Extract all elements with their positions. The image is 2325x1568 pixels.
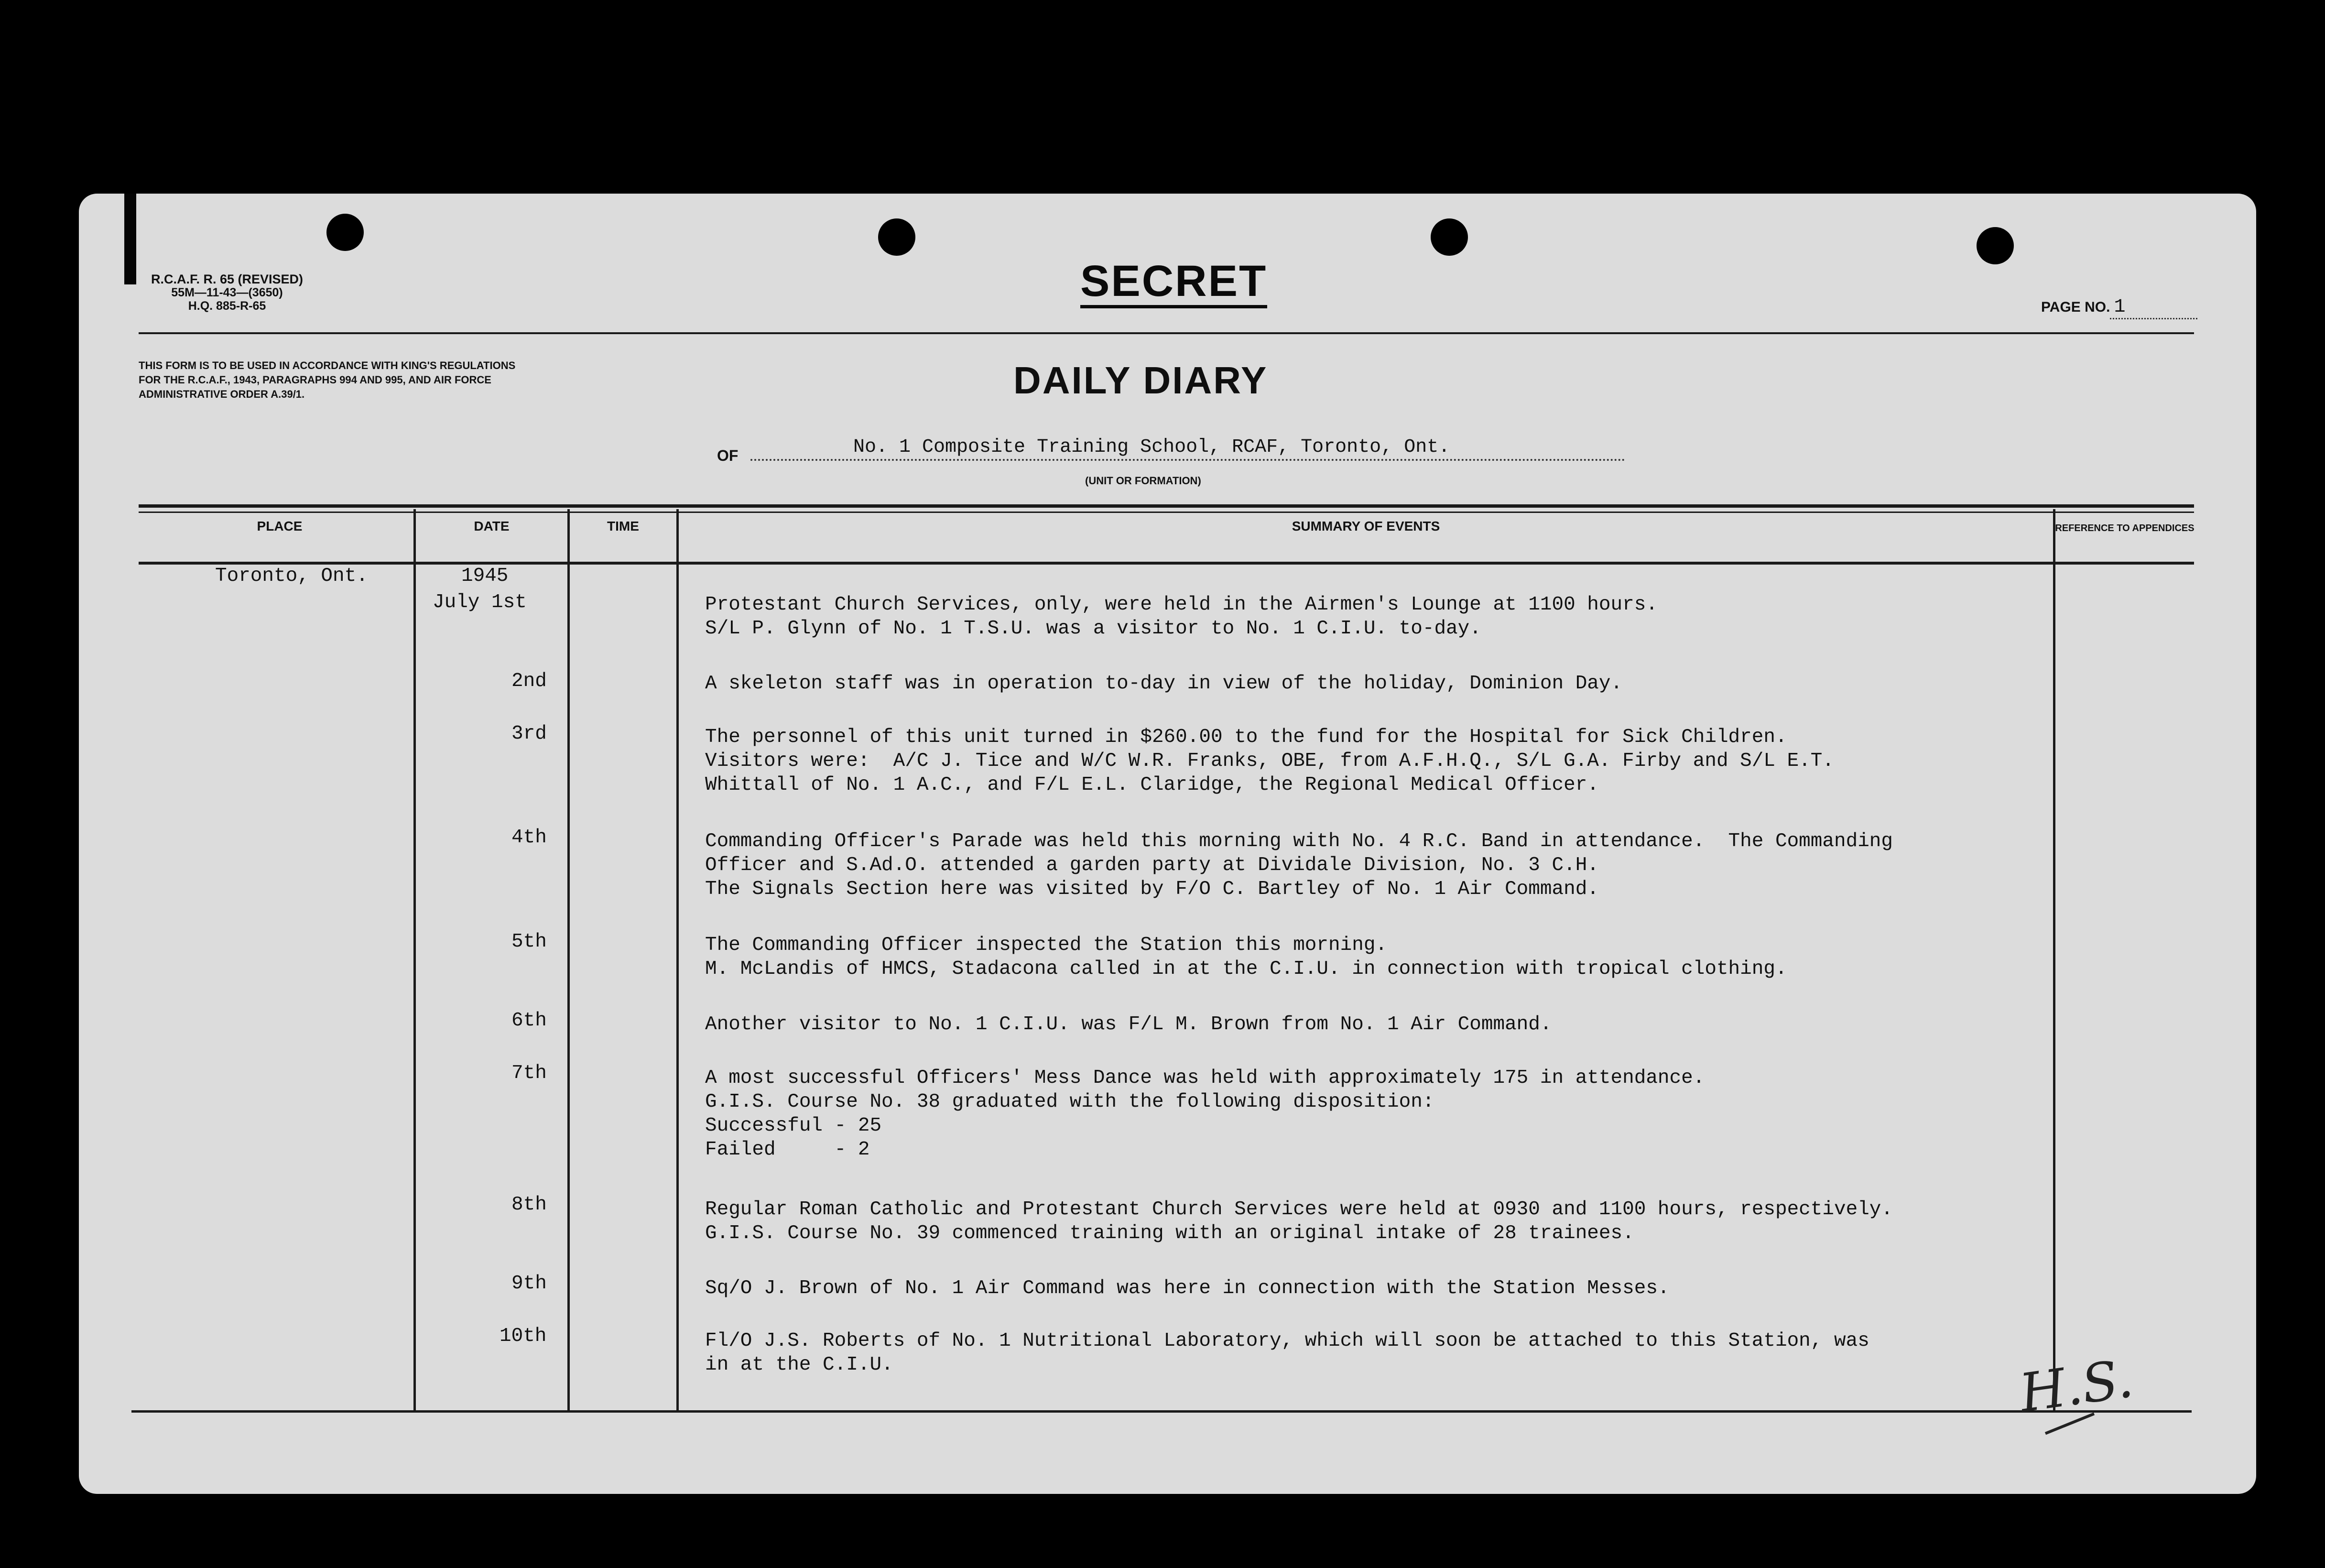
sheet-notch — [124, 194, 136, 284]
column-header-time: TIME — [607, 519, 639, 534]
place-value: Toronto, Ont. — [215, 565, 368, 587]
entry-line: Fl/O J.S. Roberts of No. 1 Nutritional Laboratory, which will soon be attached to this Station, was — [705, 1330, 1869, 1352]
entry-date: 8th — [511, 1194, 547, 1216]
entry-line: The Signals Section here was visited by F/O C. Bartley of No. 1 Air Command. — [705, 878, 1599, 900]
entry-line: S/L P. Glynn of No. 1 T.S.U. was a visitor to No. 1 C.I.U. to-day. — [705, 618, 1481, 640]
column-header-date: DATE — [474, 519, 510, 534]
entry-date: 2nd — [511, 670, 547, 692]
entry-line: Successful - 25 — [705, 1115, 882, 1137]
table-bottom-rule — [131, 1410, 2192, 1413]
form-number: R.C.A.F. R. 65 (REVISED) — [151, 272, 304, 286]
entry-line: M. McLandis of HMCS, Stadacona called in at the C.I.U. in connection with tropical clothing. — [705, 958, 1787, 980]
diary-sheet — [79, 194, 2256, 1494]
document-title: DAILY DIARY — [1013, 359, 1268, 402]
entry-line: The Commanding Officer inspected the Station this morning. — [705, 934, 1388, 956]
table-top-rule — [139, 504, 2194, 508]
entry-line: Protestant Church Services, only, were held in the Airmen's Lounge at 1100 hours. — [705, 594, 1658, 616]
column-divider-place — [413, 509, 416, 1413]
column-divider-time — [676, 509, 679, 1413]
entry-date: 6th — [511, 1010, 547, 1032]
entry-date: 10th — [500, 1325, 547, 1347]
entry-line: Commanding Officer's Parade was held this morning with No. 4 R.C. Band in attendance. The Commanding — [705, 830, 1893, 852]
entry-line: Another visitor to No. 1 C.I.U. was F/L M. Brown from No. 1 Air Command. — [705, 1013, 1552, 1035]
page-number — [2041, 296, 2197, 319]
form-print-code: 55M—11-43—(3650) — [171, 286, 283, 299]
entry-line: A most successful Officers' Mess Dance was held with approximately 175 in attendance. — [705, 1067, 1705, 1089]
entry-line: A skeleton staff was in operation to-day in view of the holiday, Dominion Day. — [705, 673, 1623, 695]
entry-line: Regular Roman Catholic and Protestant Church Services were held at 0930 and 1100 hours, respectively. — [705, 1198, 1893, 1220]
unit-name: No. 1 Composite Training School, RCAF, Toronto, Ont. — [853, 436, 1450, 458]
punch-hole — [878, 218, 915, 256]
entry-line: Whittall of No. 1 A.C., and F/L E.L. Claridge, the Regional Medical Officer. — [705, 774, 1599, 796]
entry-date: 9th — [511, 1273, 547, 1295]
column-divider-summary — [2053, 509, 2055, 1413]
column-header-summary: SUMMARY OF EVENTS — [1292, 519, 1440, 534]
of-label: OF — [717, 447, 739, 464]
form-hq-code: H.Q. 885-R-65 — [188, 299, 266, 313]
punch-hole — [1431, 218, 1468, 256]
entry-line: in at the C.I.U. — [705, 1354, 893, 1376]
handwritten-initials: H.S. — [2016, 1348, 2137, 1424]
page-number-label: PAGE NO. — [2041, 299, 2110, 315]
entry-line: G.I.S. Course No. 38 graduated with the following disposition: — [705, 1091, 1434, 1113]
unit-caption: (UNIT OR FORMATION) — [1085, 475, 1201, 487]
column-header-reference: REFERENCE TO APPENDICES — [2055, 523, 2195, 534]
entry-date: 7th — [511, 1062, 547, 1084]
table-top-rule-2 — [139, 512, 2194, 513]
classification-heading: SECRET — [1080, 258, 1267, 308]
entry-date: 4th — [511, 827, 547, 849]
entry-date: 5th — [511, 931, 547, 953]
form-identifier — [151, 272, 304, 313]
entry-date: July 1st — [433, 591, 527, 613]
entry-line: Officer and S.Ad.O. attended a garden party at Dividale Division, No. 3 C.H. — [705, 854, 1599, 876]
entry-line: G.I.S. Course No. 39 commenced training with an original intake of 28 trainees. — [705, 1222, 1634, 1244]
punch-hole — [326, 214, 364, 251]
entry-line: Failed - 2 — [705, 1139, 870, 1161]
header-rule — [139, 332, 2194, 334]
year-value: 1945 — [461, 565, 509, 587]
entry-line: The personnel of this unit turned in $260.00 to the fund for the Hospital for Sick Children. — [705, 726, 1787, 748]
entry-line: Sq/O J. Brown of No. 1 Air Command was here in connection with the Station Messes. — [705, 1277, 1670, 1299]
column-header-place: PLACE — [257, 519, 303, 534]
entry-line: Visitors were: A/C J. Tice and W/C W.R. Franks, OBE, from A.F.H.Q., S/L G.A. Firby and S/L E.T. — [705, 750, 1834, 772]
punch-hole — [1977, 227, 2014, 264]
page-number-value: 1 — [2110, 296, 2197, 319]
entry-date: 3rd — [511, 723, 547, 745]
column-divider-date — [567, 509, 570, 1413]
table-header-rule — [139, 562, 2194, 565]
regulations-note: THIS FORM IS TO BE USED IN ACCORDANCE WITH KING'S REGULATIONS FOR THE R.C.A.F., 1943, PARAGRAPHS 994 AND 995, AND AIR FORCE ADMINISTRATIVE ORDER A.39/1. — [139, 359, 516, 400]
